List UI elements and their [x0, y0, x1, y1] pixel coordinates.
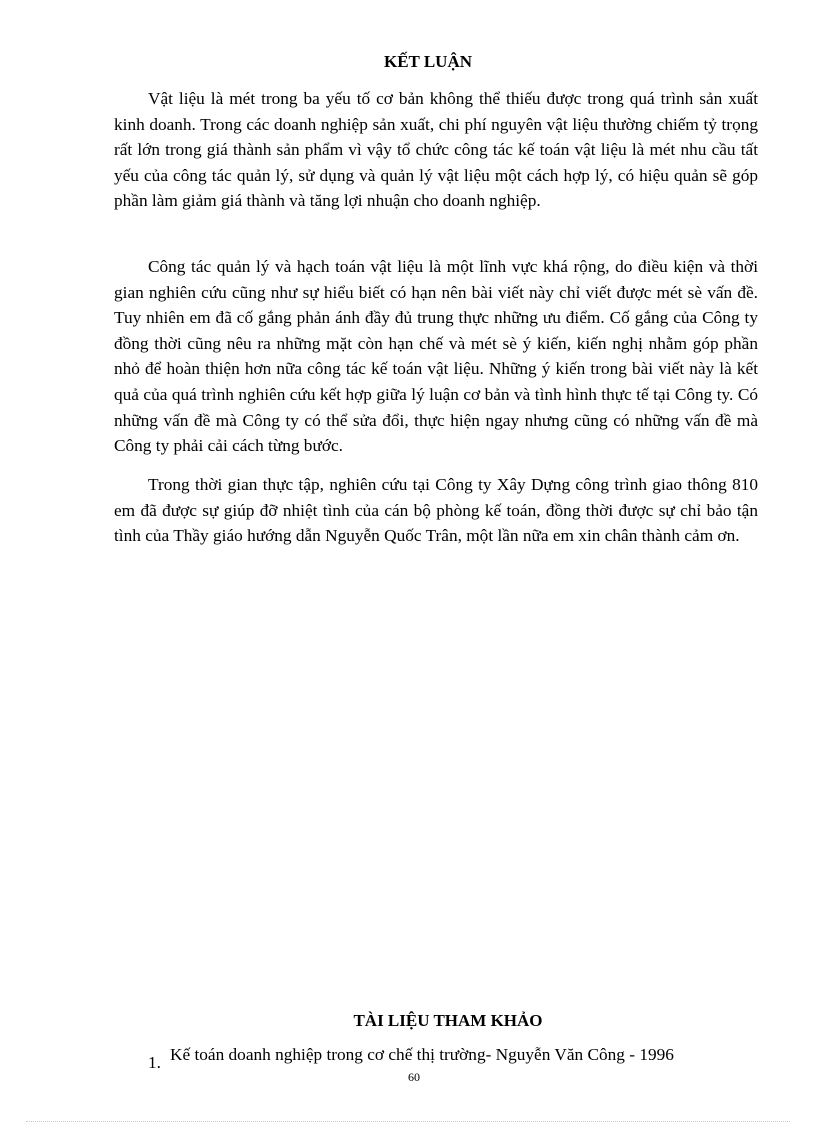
conclusion-paragraph: Trong thời gian thực tập, nghiên cứu tại Công ty Xây Dựng công trình giao thông 810 em đã được sự giúp đỡ nhiệt tình của cán bộ phòng kế toán, đồng thời được sự chỉ bảo tận tình của Thầy giáo hướng dẫn Nguyễn Quốc Trân, một lần nữa em xin chân thành cảm ơn. [114, 475, 758, 546]
page-number: 60 [408, 1070, 420, 1084]
reference-text: Kế toán doanh nghiệp trong cơ chế thị trường- Nguyễn Văn Công - 1996 [170, 1045, 674, 1064]
conclusion-paragraph: Công tác quản lý và hạch toán vật liệu là một lĩnh vực khá rộng, do điều kiện và thời gian nghiên cứu cũng như sự hiểu biết có hạn nên bài viết này chỉ viết được mét sè vấn đề. Tuy nhiên em đã cố gắng phản ánh đầy đủ trung thực những ưu điểm. Cố gắng của Công ty đồng thời cũng nêu ra những mặt còn hạn chế và mét sè ý kiến, kiến nghị nhằm góp phần nhỏ để hoàn thiện hơn nữa công tác kế toán vật liệu. Những ý kiến trong bài viết này là kết quả của quá trình nghiên cứu kết hợp giữa lý luận cơ bản và tình hình thực tế tại Công ty. Có những vấn đề mà Công ty có thể sửa đổi, thực hiện ngay nhưng cũng có những vấn đề mà Công ty phải cải cách từng bước. [114, 257, 758, 456]
footer-dotted-rule [26, 1121, 790, 1122]
conclusion-heading: KẾT LUẬN [383, 52, 472, 71]
reference-number: 1. [148, 1053, 161, 1072]
conclusion-paragraph: Vật liệu là mét trong ba yếu tố cơ bản không thể thiếu được trong quá trình sản xuất kinh doanh. Trong các doanh nghiệp sản xuất, chi phí nguyên vật liệu thường chiếm tỷ trọng rất lớn trong giá thành sản phẩm vì vậy tổ chức công tác kế toán vật liệu là mét nhu cầu tất yếu của công tác quản lý, sử dụng và quản lý vật liệu một cách hợp lý, có hiệu quản sẽ góp phần làm giảm giá thành và tăng lợi nhuận cho doanh nghiệp. [114, 89, 758, 211]
reference-item [148, 1045, 674, 1072]
references-heading: TÀI LIỆU THAM KHẢO [353, 1011, 543, 1030]
